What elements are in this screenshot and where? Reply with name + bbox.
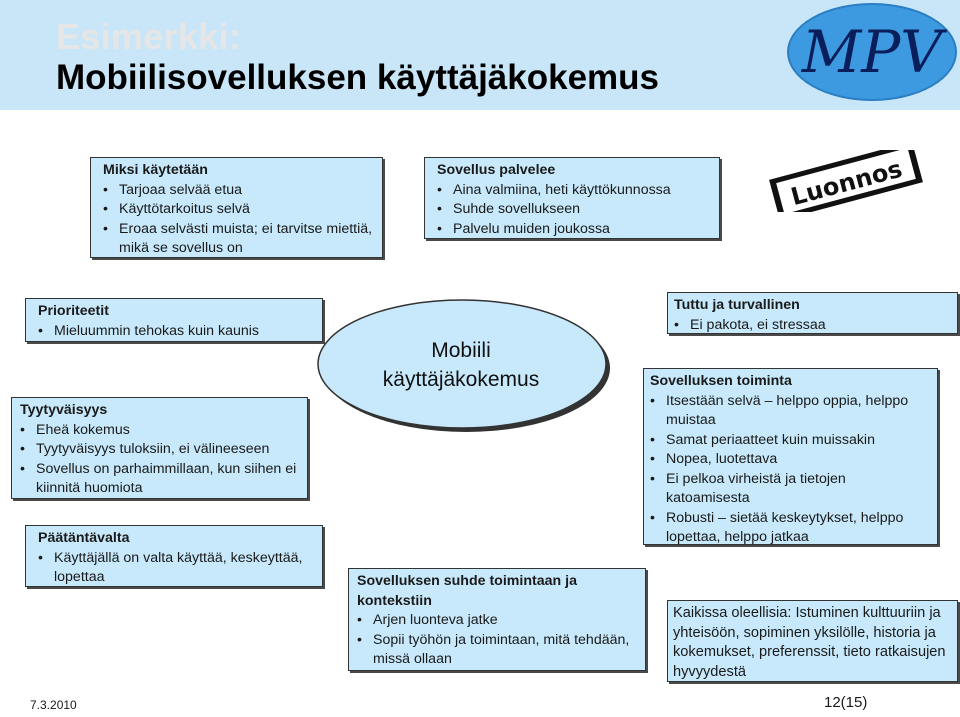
box-tuttu-title: Tuttu ja turvallinen	[674, 297, 800, 313]
box-kaikissa-text: Kaikissa oleellisia: Istuminen kulttuuriin ja yhteisöön, sopiminen yksilölle, historia ja kokemukset, preferenssit, tieto ratkaisujen hyvyydestä	[673, 605, 946, 680]
box-miksi-list	[103, 181, 374, 259]
list-item: • Itsestään selvä – helppo oppia, helppo muistaa	[650, 392, 929, 431]
list-item: • Samat periaatteet kuin muissakin	[650, 431, 929, 451]
list-item: • Arjen luonteva jatke	[357, 611, 637, 631]
list-item: • Robusti – sietää keskeytykset, helppo lopettaa, helppo jatkaa	[650, 509, 929, 548]
list-item: • Palvelu muiden joukossa	[437, 220, 711, 240]
center-label	[314, 336, 608, 394]
list-item: • Ei pakota, ei stressaa	[674, 316, 949, 336]
box-prioriteetit-title: Prioriteetit	[38, 303, 109, 319]
box-tyytyvaisyys-title: Tyytyväisyys	[20, 402, 108, 418]
box-suhde-title: Sovelluksen suhde toimintaan ja kontekstiin	[357, 573, 577, 609]
svg-text:Luonnos: Luonnos	[787, 154, 906, 212]
list-item: • Sopii työhön ja toimintaan, mitä tehdään, missä ollaan	[357, 631, 637, 670]
box-paatantavalta-title: Päätäntävalta	[38, 530, 130, 546]
center-label-line2: käyttäjäkokemus	[382, 368, 540, 391]
box-prioriteetit-list	[38, 322, 314, 342]
list-item: • Sovellus on parhaimmillaan, kun siihen ei kiinnitä huomiota	[20, 460, 299, 499]
box-palvelee-title: Sovellus palvelee	[437, 162, 556, 178]
list-item: • Tarjoaa selvää etua	[103, 181, 374, 201]
box-tuttu-turvallinen	[667, 292, 958, 334]
box-sovellus-palvelee	[424, 157, 720, 239]
list-item: • Nopea, luotettava	[650, 450, 929, 470]
list-item: • Käyttäjällä on valta käyttää, keskeyttää, lopettaa	[38, 549, 314, 588]
list-item: • Käyttötarkoitus selvä	[103, 200, 374, 220]
box-suhde-toimintaan	[348, 568, 646, 671]
slide-title-prefix: Esimerkki:	[56, 16, 242, 57]
box-suhde-list	[357, 611, 637, 670]
box-tuttu-list	[674, 316, 949, 336]
center-label-line1: Mobiili	[431, 339, 491, 362]
list-item: • Mieluummin tehokas kuin kaunis	[38, 322, 314, 342]
box-paatantavalta-list	[38, 549, 314, 588]
box-paatantavalta	[25, 525, 323, 587]
box-palvelee-list	[437, 181, 711, 240]
list-item: • Tyytyväisyys tuloksiin, ei välineeseen	[20, 440, 299, 460]
box-toiminta-list	[650, 392, 929, 548]
list-item: • Eroaa selvästi muista; ei tarvitse miettiä, mikä se sovellus on	[103, 220, 374, 259]
box-tyytyvaisyys	[11, 397, 308, 499]
box-miksi-title: Miksi käytetään	[103, 162, 208, 178]
box-miksi-kaytetaan	[90, 157, 383, 258]
footer-date: 7.3.2010	[30, 698, 77, 712]
svg-text:MPV: MPV	[801, 18, 943, 86]
list-item: • Ei pelkoa virheistä ja tietojen katoamisesta	[650, 470, 929, 509]
box-sovelluksen-toiminta	[643, 368, 938, 545]
box-toiminta-title: Sovelluksen toiminta	[650, 373, 792, 389]
box-prioriteetit	[25, 298, 323, 342]
box-tyytyvaisyys-list	[20, 421, 299, 499]
footer-page-number: 12(15)	[824, 694, 868, 711]
luonnos-stamp	[766, 150, 926, 212]
mpv-logo	[786, 2, 958, 102]
slide-title: Mobiilisovelluksen käyttäjäkokemus	[56, 58, 660, 97]
list-item: • Eheä kokemus	[20, 421, 299, 441]
list-item: • Aina valmiina, heti käyttökunnossa	[437, 181, 711, 201]
box-kaikissa-oleellisia	[667, 600, 958, 682]
list-item: • Suhde sovellukseen	[437, 200, 711, 220]
